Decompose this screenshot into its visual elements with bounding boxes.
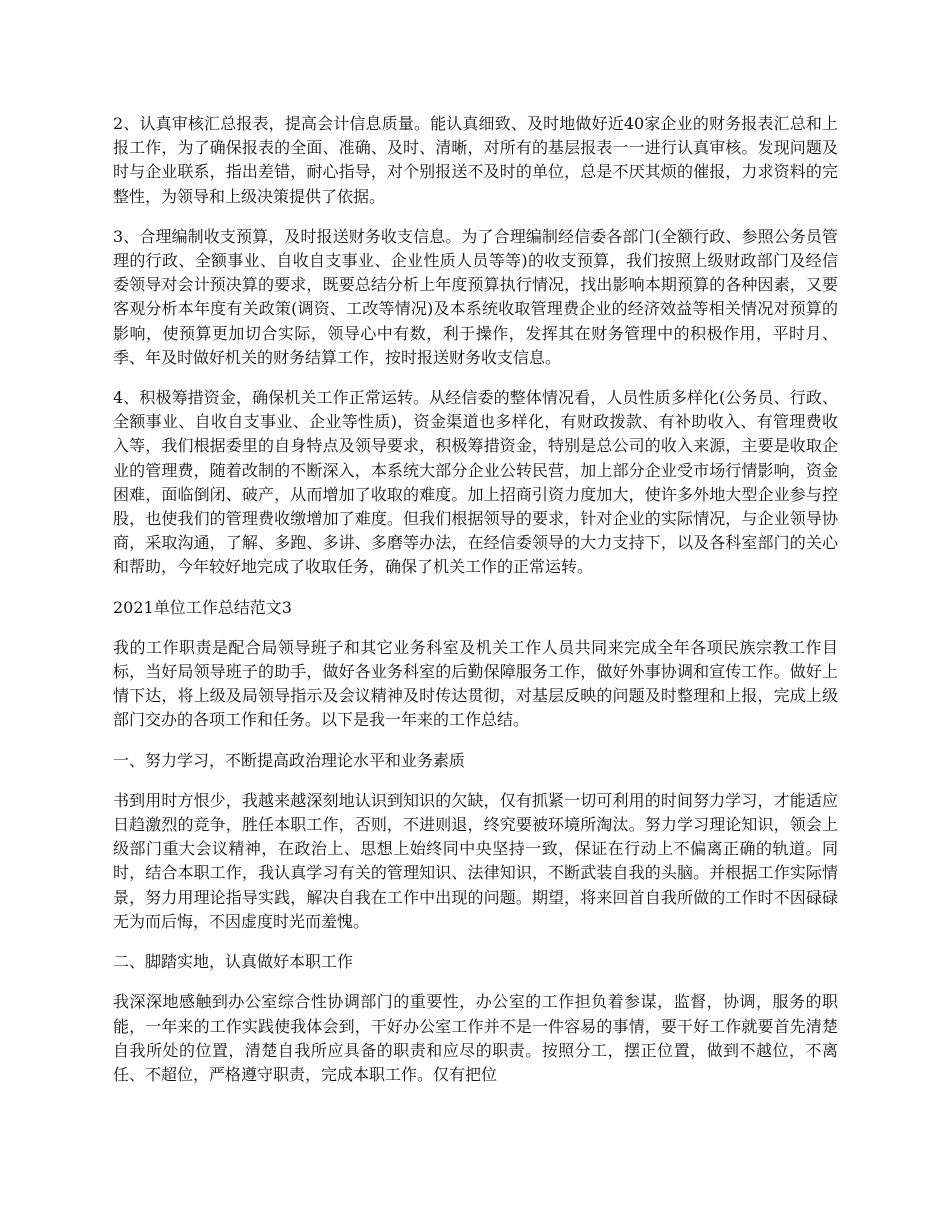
section-heading-study: 一、努力学习，不断提高政治理论水平和业务素质 [113,750,466,770]
paragraph-funding: 4、积极筹措资金，确保机关工作正常运转。从经信委的整体情况看，人员性质多样化(公务员、行政、全额事业、自收自支事业、企业等性质)，资金渠道也多样化，有财政拨款、有补助收入、有管理费收入等，我们根据委里的自身特点及领导要求，积极筹措资金，特别是总公司的收入来源，主要是收取企业的管理费，随着改制的不断深入，本系统大部分企业公转民营，加上部分企业受市场行情影响，资金困难，面临倒闭、破产，从而增加了收取的难度。加上招商引资力度加大，使许多外地大型企业参与控股，也使我们的管理费收缴增加了难度。但我们根据领导的要求，针对企业的实际情况，与企业领导协商，采取沟通，了解、多跑、多讲、多磨等办法，在经信委领导的大力支持下，以及各科室部门的关心和帮助，今年较好地完成了收取任务，确保了机关工作的正常运转。 [113,388,838,577]
paragraph-duties: 我的工作职责是配合局领导班子和其它业务科室及机关工作人员共同来完成全年各项民族宗教工作目标，当好局领导班子的助手，做好各业务科室的后勤保障服务工作，做好外事协调和宣传工作。做好上情下达，将上级及局领导指示及会议精神及时传达贯彻，对基层反映的问题及时整理和上报，完成上级部门交办的各项工作和任务。以下是我一年来的工作总结。 [113,637,838,730]
paragraph-report-review: 2、认真审核汇总报表，提高会计信息质量。能认真细致、及时地做好近40家企业的财务报表汇总和上报工作，为了确保报表的全面、准确、及时、清晰，对所有的基层报表一一进行认真审核。发现问题及时与企业联系，指出差错，耐心指导，对个别报送不及时的单位，总是不厌其烦的催报，力求资料的完整性，为领导和上级决策提供了依据。 [113,114,838,206]
paragraph-office-work: 我深深地感触到办公室综合性协调部门的重要性，办公室的工作担负着参谋，监督，协调，服务的职能，一年来的工作实践使我体会到，干好办公室工作并不是一件容易的事情，要干好工作就要首先清楚自我所处的位置，清楚自我所应具备的职责和应尽的职责。按照分工，摆正位置，做到不越位，不离任、不超位，严格遵守职责，完成本职工作。仅有把位 [113,992,838,1084]
paragraph-budget: 3、合理编制收支预算，及时报送财务收支信息。为了合理编制经信委各部门(全额行政、参照公务员管理的行政、全额事业、自收自支事业、企业性质人员等等)的收支预算，我们按照上级财政部门及经信委领导对会计预决算的要求，既要总结分析上年度预算执行情况，找出影响本期预算的各种因素，又要客观分析本年度有关政策(调资、工改等情况)及本系统收取管理费企业的经济效益等相关情况对预算的影响，使预算更加切合实际，领导心中有数，利于操作，发挥其在财务管理中的积极作用，平时月、季、年及时做好机关的财务结算工作，按时报送财务收支信息。 [113,226,838,367]
section-heading-work: 二、脚踏实地，认真做好本职工作 [113,952,354,972]
section-title-sample-3: 2021单位工作总结范文3 [113,597,292,617]
paragraph-study: 书到用时方恨少，我越来越深刻地认识到知识的欠缺，仅有抓紧一切可利用的时间努力学习，才能适应日趋激烈的竞争，胜任本职工作，否则，不进则退，终究要被环境所淘汰。努力学习理论知识，领会上级部门重大会议精神，在政治上、思想上始终同中央坚持一致，保证在行动上不偏离正确的轨道。同时，结合本职工作，我认真学习有关的管理知识、法律知识，不断武装自我的头脑。并根据工作实际情景，努力用理论指导实践，解决自我在工作中出现的问题。期望，将来回首自我所做的工作时不因碌碌无为而后悔，不因虚度时光而羞愧。 [113,790,838,931]
